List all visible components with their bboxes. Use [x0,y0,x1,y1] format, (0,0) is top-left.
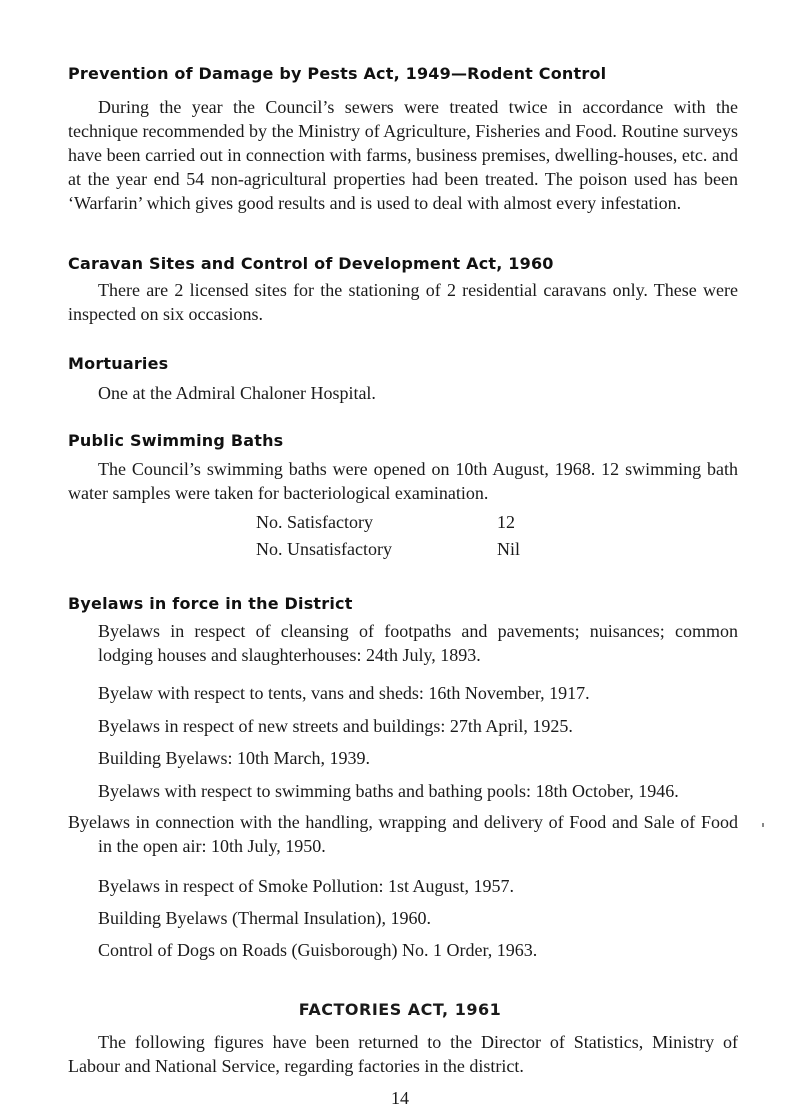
heading-rodent-control: Prevention of Damage by Pests Act, 1949—Rodent Control [68,64,607,83]
byelaw-item: Byelaws in connection with the handling, wrapping and delivery of Food and Sale of Food in the open air: 10th July, 1950. [68,812,738,856]
byelaw-item: Control of Dogs on Roads (Guisborough) No. 1 Order, 1963. [98,940,538,960]
byelaw-item: Building Byelaws: 10th March, 1939. [98,748,370,768]
table-label-satisfactory: No. Satisfactory [256,512,373,532]
byelaw-item: Building Byelaws (Thermal Insulation), 1960. [98,908,431,928]
paragraph-rodent-control: During the year the Council’s sewers were treated twice in accordance with the technique recommended by the Ministry of Agriculture, Fisheries and Food. Routine surveys have been carried out in connection with farms, business premises, dwelling-houses, etc. and at the year end 54 non-agricultural properties had been treated. The poison used has been ‘Warfarin’ which gives good results and is used to deal with almost every infestation. [68,97,738,213]
byelaw-item: Byelaws in respect of new streets and buildings: 27th April, 1925. [98,716,573,736]
byelaw-item: Byelaws with respect to swimming baths and bathing pools: 18th October, 1946. [98,781,679,801]
paragraph-mortuaries: One at the Admiral Chaloner Hospital. [98,383,376,403]
heading-mortuaries: Mortuaries [68,354,169,373]
paragraph-factories-act: The following figures have been returned to the Director of Statistics, Ministry of Labour and National Service, regarding factories in the district. [68,1032,738,1076]
byelaw-item: Byelaws in respect of cleansing of footpaths and pavements; nuisances; common lodging houses and slaughterhouses: 24th July, 1893. [98,621,738,665]
heading-factories-act: FACTORIES ACT, 1961 [298,1000,502,1019]
paragraph-caravan-sites: There are 2 licensed sites for the stationing of 2 residential caravans only. These were inspected on six occasions. [68,280,738,324]
heading-caravan-sites: Caravan Sites and Control of Development Act, 1960 [68,254,554,273]
table-label-unsatisfactory: No. Unsatisfactory [256,539,392,559]
heading-swimming-baths: Public Swimming Baths [68,431,284,450]
page-number: 14 [391,1088,409,1108]
scan-speck [762,823,764,827]
heading-byelaws: Byelaws in force in the District [68,594,353,613]
table-value-unsatisfactory: Nil [497,539,521,559]
byelaw-item: Byelaw with respect to tents, vans and sheds: 16th November, 1917. [98,683,590,703]
paragraph-swimming-baths: The Council’s swimming baths were opened on 10th August, 1968. 12 swimming bath water samples were taken for bacteriological examination. [68,459,738,503]
table-value-satisfactory: 12 [497,512,515,532]
byelaw-item: Byelaws in respect of Smoke Pollution: 1st August, 1957. [98,876,514,896]
